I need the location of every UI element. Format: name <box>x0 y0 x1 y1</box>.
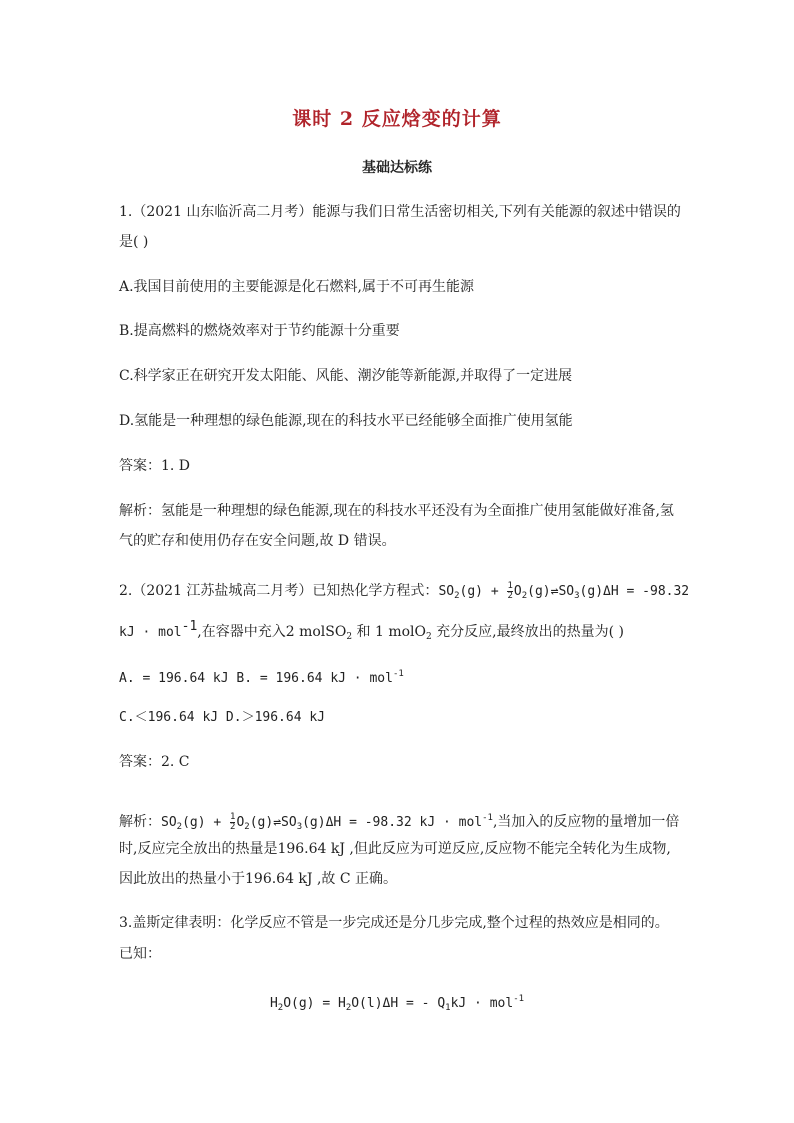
section-subtitle: 基础达标练 <box>362 160 432 176</box>
q3-stem-line1: 3.盖斯定律表明：化学反应不管是一步完成还是分几步完成,整个过程的热效应是相同的。 <box>119 915 669 931</box>
q2-stem-line1 <box>119 581 690 606</box>
q2-stem-prefix: 2.（2021 江苏盐城高二月考）已知热化学方程式： <box>119 583 439 599</box>
q1-answer: 答案：1. D <box>119 458 191 474</box>
q2-equation: $SO_2(g)$ + $\frac{1}{2}$ $O_2(g)\rightleftharpoons SO_3(g)\Delta H = -98.32$ <box>438 581 690 601</box>
q1-stem-line1: 1.（2021 山东临沂高二月考）能源与我们日常生活密切相关,下列有关能源的叙述中错误的 <box>119 204 681 220</box>
q1-option-b: B.提高燃料的燃烧效率对于节约能源十分重要 <box>119 323 400 339</box>
q3-stem-line2: 已知： <box>119 946 161 962</box>
half-fraction: $\frac{1}{2}$ <box>230 812 236 832</box>
q2-options-ab: A. = 196.64 kJ B. = 196.64 kJ · mol$^{-1}$ <box>119 669 404 686</box>
page-title: 课时 2 反应焓变的计算 <box>292 108 502 130</box>
q2-analysis-line3: 因此放出的热量小于196.64 kJ ,故 C 正确。 <box>119 871 398 887</box>
q1-option-a: A.我国目前使用的主要能源是化石燃料,属于不可再生能源 <box>119 279 475 295</box>
q1-option-d: D.氢能是一种理想的绿色能源,现在的科技水平已经能够全面推广使用氢能 <box>119 413 573 429</box>
q2-stem-line2: kJ · mol$^{-1}$,在容器中充入2 molSO$_2$ 和 1 molO$_2$ 充分反应,最终放出的热量为( ) <box>119 619 625 642</box>
half-fraction: $\frac{1}{2}$ <box>507 581 513 601</box>
q1-analysis-line2: 气的贮存和使用仍存在安全问题,故 D 错误。 <box>119 533 396 549</box>
q1-option-c: C.科学家正在研究开发太阳能、风能、潮汐能等新能源,并取得了一定进展 <box>119 368 573 384</box>
q2-options-cd: C.＜196.64 kJ D.＞196.64 kJ <box>119 710 326 725</box>
q2-analysis-line1: 解析：$SO_2(g)$ + $\frac{1}{2}$ $O_2(g)\rightleftharpoons SO_3(g)\Delta H = -98.32$ kJ · mol$^{-1}$,当加入的反应物的量增加一倍 <box>119 812 680 832</box>
q2-answer: 答案：2. C <box>119 754 190 770</box>
q1-stem-line2: 是( ) <box>119 234 149 250</box>
q1-analysis-line1: 解析：氢能是一种理想的绿色能源,现在的科技水平还没有为全面推广使用氢能做好准备,氢 <box>119 503 674 519</box>
q3-equation: $H_2O(g) = H_2O(l)\Delta H$ = - $Q_1kJ \cdot mol^{-1}$ <box>269 994 525 1013</box>
q2-analysis-line2: 时,反应完全放出的热量是196.64 kJ ,但此反应为可逆反应,反应物不能完全转化为生成物, <box>119 841 671 857</box>
